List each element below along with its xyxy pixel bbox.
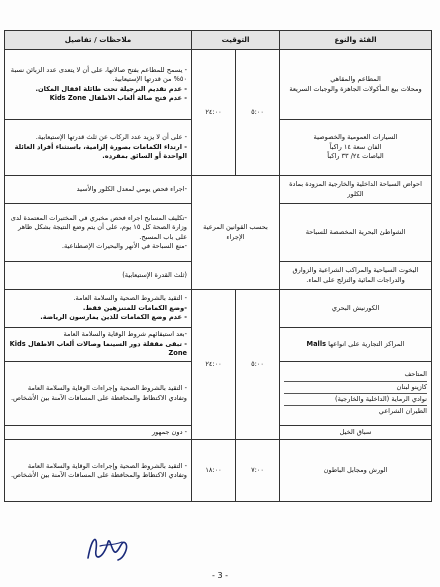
note-line: - يسمح للمطاعم بفتح صالاتها، على أن لا يتعدى عدد الزبائن نسبة ٥٠% من قدرتها الإستيعابية. xyxy=(10,65,187,84)
time-to: ٢٤:٠٠ xyxy=(192,290,236,440)
note-line: - ارتداء الكمامات بصورة إلزامية، باستثناء أفراد العائلة الواحدة أو السائق بمفرده. xyxy=(14,142,187,161)
note-line: - التقيد بالشروط الصحية والسلامة العامة. xyxy=(73,294,187,303)
note-line: -بعد استيفائهم شروط الوقاية والسلامة العامة xyxy=(63,330,187,339)
category-text: الفان سعة ١٤ راكباً xyxy=(329,142,382,151)
header-row xyxy=(5,31,432,50)
note-line: -اجراء فحص يومي لمعدل الكلور والأسيد xyxy=(76,184,187,193)
note-line: - التقيد بالشروط الصحية وإجراءات الوقاية والسلامة العامة وتفادي الاكتظاظ والمحافظة على المسافات الآمنة بين الأشخاص. xyxy=(10,384,187,402)
category-cell xyxy=(280,50,432,120)
time-to: ١٨:٠٠ xyxy=(192,440,236,502)
category-text: الكورنيش البحري xyxy=(331,303,380,312)
notes-cell xyxy=(5,426,192,440)
header-notes: ملاحظات / تفاصيل xyxy=(5,31,192,50)
table-row xyxy=(5,50,432,120)
note-line: - التقيد بالشروط الصحية وإجراءات الوقاية والسلامة العامة وتفادي الاكتظاظ والمحافظة على المسافات الآمنة بين الأشخاص. xyxy=(10,461,187,479)
note-line: - عدم فتح صالة ألعاب الاطفال Kids Zone xyxy=(49,93,187,102)
notes-cell xyxy=(5,440,192,502)
category-text: الشواطئ البحرية المخصصة للسباحة xyxy=(305,227,406,236)
category-text: المراكز التجارية على انواعها xyxy=(328,339,405,348)
category-cell xyxy=(280,440,432,502)
table-row xyxy=(5,176,432,204)
category-text: سباق الخيل xyxy=(339,428,372,436)
notes-cell xyxy=(5,120,192,176)
note-line: -تكليف المسابح اجراء فحص مخبري في المختبرات المعتمدة لدى وزارة الصحة كل ١٥ يوم، على أن يتم وضع النتيجة بشكل ظاهر على باب المسبح. xyxy=(10,213,187,241)
category-cell xyxy=(280,176,432,204)
note-line: - عدم وضع الكمامات للذين يمارسون الرياضة. xyxy=(40,313,187,322)
category-cell xyxy=(280,362,432,426)
category-cell xyxy=(280,328,432,362)
note-line: - دون جمهور xyxy=(151,428,187,436)
time-laws: بحسب القوانين المرعية الإجراء xyxy=(192,176,280,290)
category-text: نوادي الرماية (الداخلية والخارجية) xyxy=(284,394,427,406)
category-text: السيارات العمومية والخصوصية xyxy=(313,133,398,142)
category-text: الورش ومجابل الباطون xyxy=(323,466,388,475)
category-text: اليخوت السياحية والمراكب الشراعية والزوارق والدراجات المائية والتزلج على الماء. xyxy=(292,266,419,284)
header-timing: التوقيت xyxy=(192,31,280,50)
time-to: ٢٤:٠٠ xyxy=(192,50,236,176)
signature-mark xyxy=(82,528,134,568)
category-text: كازينو لبنان xyxy=(284,382,427,394)
category-cell xyxy=(280,262,432,290)
note-line: - على أن لا يزيد عدد الركاب عن ثلث قدرتها الإستيعابية. xyxy=(35,133,187,142)
category-cell xyxy=(280,120,432,176)
note-line: - تبقى مقفلة دور السينما وصالات ألعاب الاطفال Kids Zone xyxy=(9,339,187,358)
time-from: ٥:٠٠ xyxy=(236,290,280,440)
table-row xyxy=(5,290,432,328)
category-text: المتاحف xyxy=(284,369,427,381)
time-from: ٥:٠٠ xyxy=(236,50,280,176)
notes-cell xyxy=(5,50,192,120)
category-cell xyxy=(280,290,432,328)
note-line: (ثلث القدرة الإستيعابية) xyxy=(122,270,187,279)
regulations-table xyxy=(4,30,432,502)
notes-cell xyxy=(5,362,192,426)
header-category: الفئة والنوع xyxy=(280,31,432,50)
category-text-latin: Malls xyxy=(306,339,327,348)
notes-cell xyxy=(5,328,192,362)
table-row xyxy=(5,440,432,502)
category-text: احواض السباحة الداخلية والخارجية المزودة بمادة الكلور xyxy=(289,180,422,198)
category-cell xyxy=(280,204,432,262)
note-line: - عدم تقديم النرجيلة تحت طائلة اقفال المكان. xyxy=(35,84,187,93)
notes-cell xyxy=(5,176,192,204)
category-cell xyxy=(280,426,432,440)
page-number: - 3 - xyxy=(212,571,228,580)
note-line: -منع السباحة في الأنهر والبحيرات الإصطناعية. xyxy=(61,241,187,250)
notes-cell xyxy=(5,262,192,290)
time-from: ٧:٠٠ xyxy=(236,440,280,502)
category-text: الطيران الشراعي xyxy=(378,407,428,416)
category-text: الباصات ٢٤/ ٣٣ راكباً xyxy=(327,152,384,161)
notes-cell xyxy=(5,290,192,328)
note-line: -وضع الكمامات للمتنزهين فقط. xyxy=(82,303,187,312)
category-text: ومحلات بيع المأكولات الجاهزة والوجبات السريعة xyxy=(289,84,422,93)
notes-cell xyxy=(5,204,192,262)
category-text: المطاعم والمقاهي xyxy=(330,75,381,84)
